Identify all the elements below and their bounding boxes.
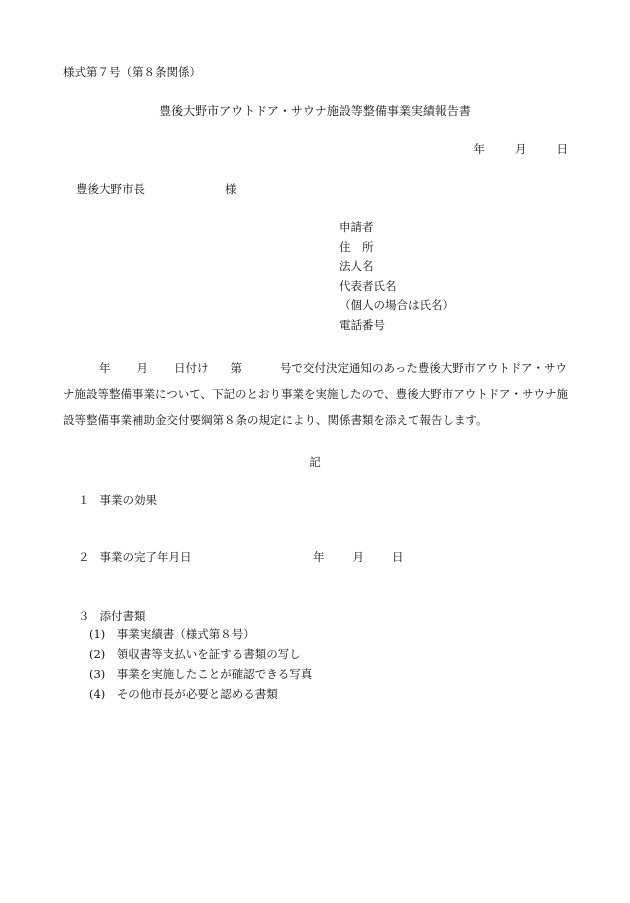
applicant-phone-label: 電話番号: [339, 317, 385, 332]
body-text: 号で交付決定通知のあった豊後大野市アウトドア・サウナ施設等整備事業について、下記のとおり事業を実施したので、豊後大野市アウトドア・サウナ施設等整備事業補助金交付要綱第８条の規定により、関係書類を添えて報告します。: [63, 361, 568, 427]
item-3-label: 添付書類: [99, 609, 146, 623]
applicant-block: [339, 222, 454, 339]
item-2-date: [313, 552, 404, 564]
attachment-item: (3) 事業を実施したことが確認できる写真: [89, 667, 313, 681]
addressee: [76, 184, 237, 196]
attachment-item: (4) その他市長が必要と認める書類: [89, 687, 278, 701]
item-2-month: 月: [352, 550, 364, 564]
item-2-day: 日: [392, 550, 404, 564]
applicant-label: 申請者: [339, 220, 374, 234]
attachment-item: (2) 領収書等支払いを証する書類の写し: [89, 647, 301, 661]
item-3-number: ３: [78, 609, 90, 623]
applicant-individual-note: （個人の場合は氏名）: [339, 298, 454, 312]
body-year: 年: [99, 361, 111, 375]
form-number: 様式第７号（第８条関係）: [63, 65, 201, 79]
applicant-corporation-label: 法人名: [339, 259, 374, 273]
header-date: [474, 144, 569, 156]
addressee-name: 豊後大野市長: [76, 182, 145, 196]
document-title: 豊後大野市アウトドア・サウナ施設等整備事業実績報告書: [159, 104, 471, 118]
addressee-honorific: 様: [225, 182, 237, 196]
report-body-paragraph: [63, 355, 568, 433]
body-no-prefix: 第: [230, 361, 242, 375]
item-2-number: ２: [78, 550, 90, 564]
body-month: 月: [136, 361, 148, 375]
header-date-year: 年: [473, 142, 485, 156]
item-2-label: 事業の完了年月日: [99, 550, 192, 564]
ki-heading: 記: [309, 455, 321, 469]
item-2: [78, 552, 192, 564]
item-3: [78, 611, 146, 623]
attachment-item: (1) 事業実績書（様式第８号）: [89, 627, 255, 641]
applicant-representative-label: 代表者氏名: [339, 278, 397, 293]
item-1-number: １: [78, 493, 90, 507]
body-dated: 日付け: [174, 361, 209, 375]
item-1-label: 事業の効果: [99, 493, 157, 507]
item-2-year: 年: [313, 550, 325, 564]
header-date-month: 月: [515, 142, 527, 156]
header-date-day: 日: [556, 142, 568, 156]
applicant-address-label: 住 所: [339, 239, 374, 254]
item-1: [78, 495, 157, 507]
